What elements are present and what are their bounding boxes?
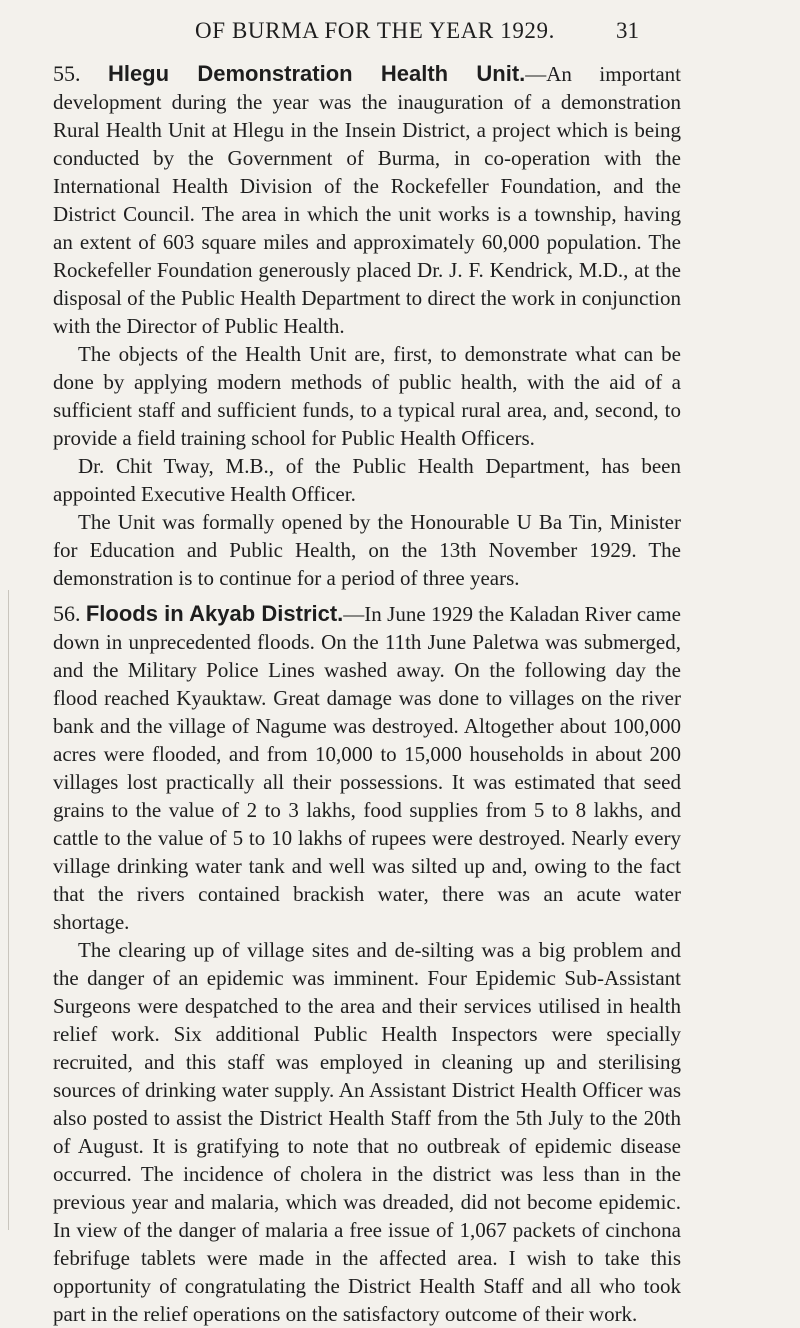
section-55-paragraph-2 [53,340,681,452]
section-55-paragraph-4 [53,508,681,592]
section-55-text-1: —An important development during the year was the inauguration of a demonstration Rural Health Unit at Hlegu in the Insein District, a project which is being conducted by the Government of Burma, in co-operation with the International Health Division of the Rockefeller Foundation, and the District Council. The area in which the unit works is a township, having an extent of 603 square miles and approximately 60,000 population. The Rockefeller Foundation generously placed Dr. J. F. Kendrick, M.D., at the disposal of the Public Health Department to direct the work in conjunction with the Director of Public Health. [53,62,682,338]
document-body [53,60,681,1328]
section-55-text-2: The objects of the Health Unit are, first, to demonstrate what can be done by applying modern methods of public health, with the aid of a sufficient staff and sufficient funds, to a typical rural area, and, second, to provide a field training school for Public Health Officers. [53,342,681,450]
section-55-text-3: Dr. Chit Tway, M.B., of the Public Health Department, has been appointed Executive Health Officer. [53,454,681,506]
scan-edge-line [8,590,9,1230]
section-55-paragraph-3 [53,452,681,508]
section-56-paragraph-1 [53,600,681,936]
page-number: 31 [616,18,639,43]
section-55-number: 55. [53,61,81,86]
section-56-number: 56. [53,601,81,626]
section-55-title: Hlegu Demonstration Health Unit. [107,61,526,86]
running-title: OF BURMA FOR THE YEAR 1929. [195,18,555,43]
section-56-title: Floods in Akyab District. [85,601,344,626]
section-55-text-4: The Unit was formally opened by the Honourable U Ba Tin, Minister for Education and Public Health, on the 13th November 1929. The demonstration is to continue for a period of three years. [53,510,681,590]
section-56-text-2: The clearing up of village sites and de-silting was a big problem and the danger of an epidemic was imminent. Four Epidemic Sub-Assistant Surgeons were despatched to the area and their services utilised in health relief work. Six additional Public Health Inspectors were specially recruited, and this staff was employed in cleaning up and sterilising sources of drinking water supply. An Assistant District Health Officer was also posted to assist the District Health Staff from the 5th July to the 20th of August. It is gratifying to note that no outbreak of epidemic disease occurred. The incidence of cholera in the district was less than in the previous year and malaria, which was dreaded, did not become epidemic. In view of the danger of malaria a free issue of 1,067 packets of cinchona febrifuge tablets were made in the affected area. I wish to take this opportunity of congratulating the District Health Staff and all who took part in the relief operations on the satisfactory outcome of their work. [53,938,681,1326]
section-gap [53,592,681,600]
section-55-paragraph-1 [53,60,681,340]
section-56-text-1: —In June 1929 the Kaladan River came down in unprecedented floods. On the 11th June Paletwa was submerged, and the Military Police Lines washed away. On the following day the flood reached Kyauktaw. Great damage was done to villages on the river bank and the village of Nagume was destroyed. Altogether about 100,000 acres were flooded, and from 10,000 to 15,000 households in about 200 villages lost practically all their possessions. It was estimated that seed grains to the value of 2 to 3 lakhs, food supplies from 5 to 8 lakhs, and cattle to the value of 5 to 10 lakhs of rupees were destroyed. Nearly every village drinking water tank and well was silted up and, owing to the fact that the rivers contained brackish water, there was an acute water shortage. [53,602,681,934]
page-header [0,18,800,54]
section-56-paragraph-2 [53,936,681,1328]
